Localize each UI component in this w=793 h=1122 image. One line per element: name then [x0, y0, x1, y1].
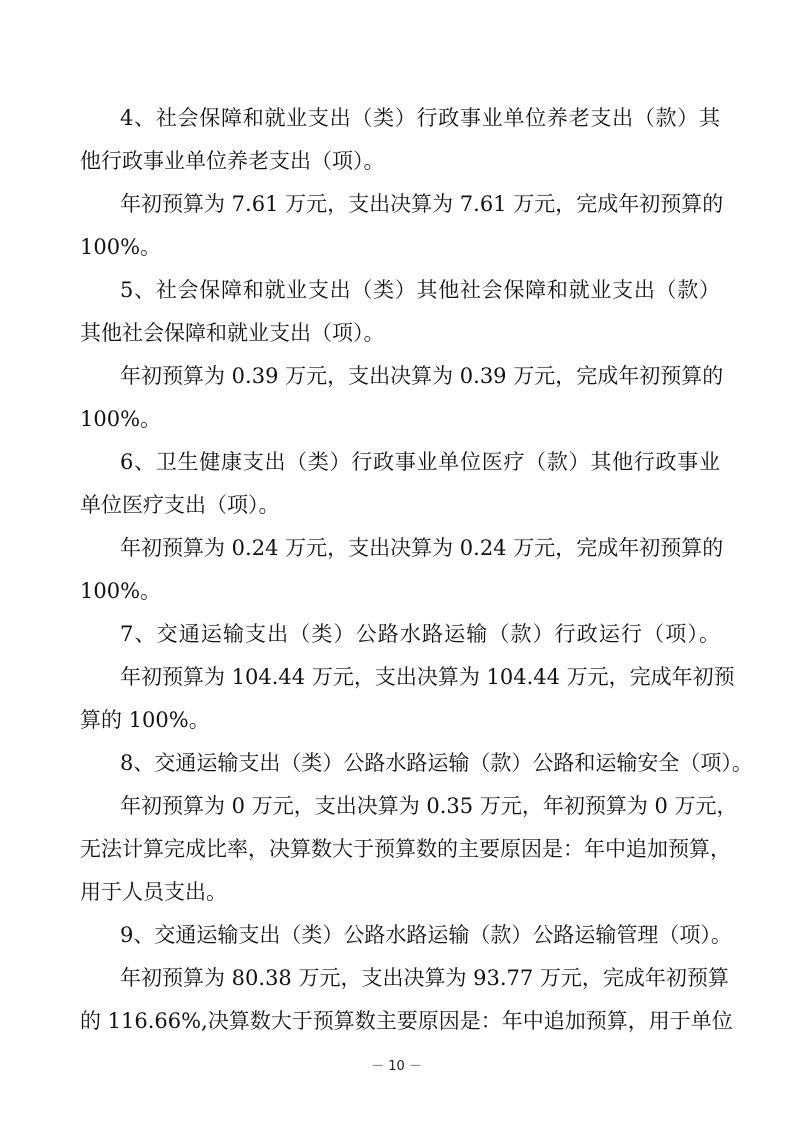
body-line: 年初预算为 0.39 万元，支出决算为 0.39 万元，完成年初预算的: [120, 364, 724, 388]
page-number: － 10 －: [371, 1059, 422, 1074]
body-line: 他行政事业单位养老支出（项）。: [80, 149, 385, 173]
body-line: 年初预算为 7.61 万元，支出决算为 7.61 万元，完成年初预算的: [120, 192, 724, 216]
body-line: 100%。: [80, 407, 162, 431]
body-line: 年初预算为 80.38 万元，支出决算为 93.77 万元，完成年初预算: [120, 966, 729, 990]
body-line: 100%。: [80, 235, 162, 259]
body-line: 单位医疗支出（项）。: [80, 493, 280, 517]
body-line: 7、交通运输支出（类）公路水路运输（款）行政运行（项）。: [120, 622, 720, 646]
body-line: 年初预算为 104.44 万元，支出决算为 104.44 万元，完成年初预: [120, 665, 735, 689]
body-line: 9、交通运输支出（类）公路水路运输（款）公路运输管理（项）。: [120, 923, 732, 947]
body-line: 6、卫生健康支出（类）行政事业单位医疗（款）其他行政事业: [120, 450, 720, 474]
body-line: 年初预算为 0 万元，支出决算为 0.35 万元，年初预算为 0 万元，: [120, 794, 738, 818]
body-line: 其他社会保障和就业支出（项）。: [80, 321, 385, 345]
body-line: 用于人员支出。: [80, 880, 227, 904]
body-line: 8、交通运输支出（类）公路水路运输（款）公路和运输安全（项）。: [120, 751, 753, 775]
body-line: 100%。: [80, 579, 162, 603]
body-line: 4、社会保障和就业支出（类）行政事业单位养老支出（款）其: [120, 106, 720, 130]
body-line: 的 116.66%,决算数大于预算数主要原因是：年中追加预算，用于单位: [80, 1009, 733, 1033]
body-line: 年初预算为 0.24 万元，支出决算为 0.24 万元，完成年初预算的: [120, 536, 724, 560]
body-line: 5、社会保障和就业支出（类）其他社会保障和就业支出（款）: [120, 278, 720, 302]
body-line: 无法计算完成比率，决算数大于预算数的主要原因是：年中追加预算，: [80, 837, 731, 861]
body-line: 算的 100%。: [80, 708, 210, 732]
